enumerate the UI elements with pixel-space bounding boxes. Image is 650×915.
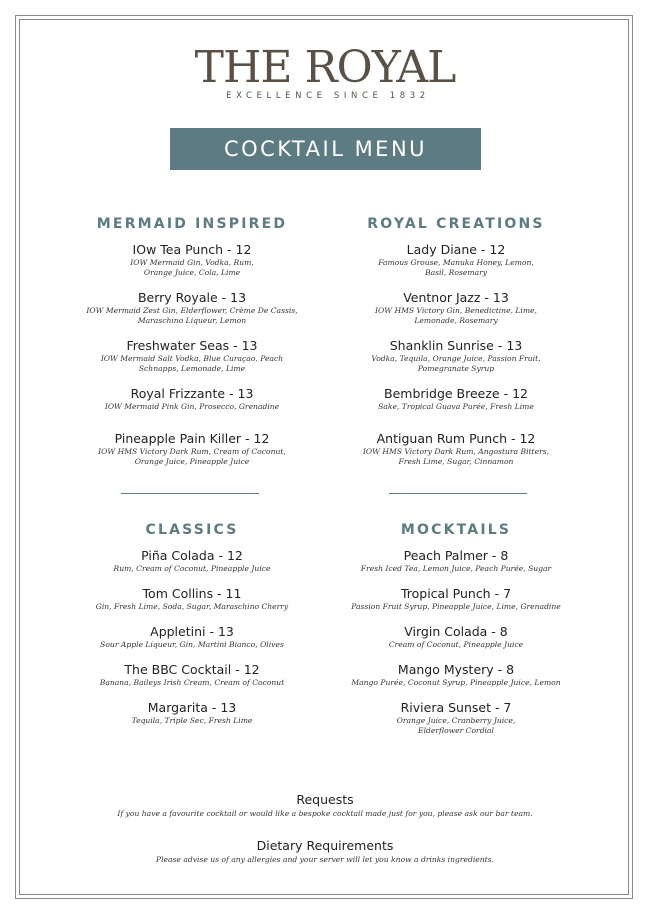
item-name: Lady Diane - 12 xyxy=(406,242,506,257)
menu-item xyxy=(316,242,596,278)
item-name: Pineapple Pain Killer - 12 xyxy=(114,431,270,446)
item-description: IOW Mermaid Pink Gin, Prosecco, Grenadine xyxy=(104,402,280,411)
item-name: Royal Frizzante - 13 xyxy=(130,386,254,401)
item-name: Antiguan Rum Punch - 12 xyxy=(376,431,536,446)
item-description: Cream of Coconut, Pineapple Juice xyxy=(388,640,524,649)
menu-item xyxy=(316,662,596,688)
section-divider-right xyxy=(389,493,527,494)
requests-title: Requests xyxy=(296,792,354,807)
item-name: Riviera Sunset - 7 xyxy=(400,700,512,715)
item-name: Tropical Punch - 7 xyxy=(400,586,512,601)
item-description: IOW Mermaid Gin, Vodka, Rum, Orange Juice, Cola, Lime xyxy=(130,258,254,277)
menu-item xyxy=(316,290,596,326)
menu-item xyxy=(316,548,596,574)
item-name: Tom Collins - 11 xyxy=(142,586,242,601)
menu-item xyxy=(52,386,332,412)
brand-title: THE ROYAL xyxy=(194,42,456,93)
section-mermaid-inspired xyxy=(52,216,332,479)
menu-item xyxy=(316,700,596,736)
item-description: IOW HMS Victory Gin, Benedictine, Lime, Lemonade, Rosemary xyxy=(375,306,537,325)
item-description: Vodka, Tequila, Orange Juice, Passion Fruit, Pomegranate Syrup xyxy=(371,354,541,373)
item-name: The BBC Cocktail - 12 xyxy=(124,662,260,677)
menu-item xyxy=(52,338,332,374)
item-name: IOw Tea Punch - 12 xyxy=(132,242,252,257)
dietary-text: Please advise us of any allergies and your server will let you know a drinks ingredients. xyxy=(155,855,495,864)
item-description: Mango Purée, Coconut Syrup, Pineapple Juice, Lemon xyxy=(351,678,561,687)
section-heading: CLASSICS xyxy=(145,522,239,538)
section-divider-left xyxy=(121,493,259,494)
item-description: Sake, Tropical Guava Purée, Fresh Lime xyxy=(378,402,534,411)
item-description: IOW Mermaid Zest Gin, Elderflower, Crème De Cassis, Maraschino Liqueur, Lemon xyxy=(86,306,298,325)
menu-item xyxy=(316,386,596,412)
menu-item xyxy=(52,242,332,278)
section-royal-creations xyxy=(316,216,596,479)
menu-item xyxy=(52,548,332,574)
item-name: Freshwater Seas - 13 xyxy=(126,338,258,353)
item-name: Mango Mystery - 8 xyxy=(397,662,515,677)
brand-subtitle: EXCELLENCE SINCE 1832 xyxy=(226,91,430,101)
item-name: Shanklin Sunrise - 13 xyxy=(389,338,523,353)
menu-item xyxy=(316,338,596,374)
item-description: Sour Apple Liqueur, Gin, Martini Bianco, Olives xyxy=(100,640,284,649)
menu-item xyxy=(52,431,332,467)
menu-item xyxy=(316,431,596,467)
item-description: Banana, Baileys Irish Cream, Cream of Coconut xyxy=(99,678,285,687)
section-heading: ROYAL CREATIONS xyxy=(367,216,545,232)
item-name: Piña Colada - 12 xyxy=(141,548,243,563)
item-description: Fresh Iced Tea, Lemon Juice, Peach Purée, Sugar xyxy=(360,564,552,573)
item-name: Appletini - 13 xyxy=(150,624,234,639)
menu-item xyxy=(52,662,332,688)
menu-item xyxy=(52,624,332,650)
item-description: IOW Mermaid Salt Vodka, Blue Curaçao, Peach Schnapps, Lemonade, Lime xyxy=(100,354,284,373)
requests-text: If you have a favourite cocktail or would like a bespoke cocktail made just for you, please ask our bar team. xyxy=(117,809,533,818)
menu-item xyxy=(52,290,332,326)
item-name: Bembridge Breeze - 12 xyxy=(384,386,528,401)
section-heading: MOCKTAILS xyxy=(400,522,512,538)
item-description: Passion Fruit Syrup, Pineapple Juice, Lime, Grenadine xyxy=(351,602,561,611)
section-mocktails xyxy=(316,522,596,748)
menu-item xyxy=(316,586,596,612)
brand-logo xyxy=(0,42,650,101)
item-name: Ventnor Jazz - 13 xyxy=(403,290,509,305)
item-name: Virgin Colada - 8 xyxy=(404,624,508,639)
item-description: IOW HMS Victory Dark Rum, Angostura Bitters, Fresh Lime, Sugar, Cinnamon xyxy=(362,447,550,466)
item-name: Peach Palmer - 8 xyxy=(403,548,509,563)
menu-item xyxy=(316,624,596,650)
item-description: Famous Grouse, Manuka Honey, Lemon, Basil, Rosemary xyxy=(378,258,534,277)
section-heading: MERMAID INSPIRED xyxy=(96,216,288,232)
dietary-section xyxy=(40,838,610,865)
menu-item xyxy=(52,700,332,726)
item-name: Margarita - 13 xyxy=(147,700,237,715)
item-description: Tequila, Triple Sec, Fresh Lime xyxy=(131,716,253,725)
item-description: Rum, Cream of Coconut, Pineapple Juice xyxy=(113,564,271,573)
item-description: IOW HMS Victory Dark Rum, Cream of Coconut, Orange Juice, Pineapple Juice xyxy=(98,447,286,466)
dietary-title: Dietary Requirements xyxy=(256,838,394,853)
section-classics xyxy=(52,522,332,738)
menu-item xyxy=(52,586,332,612)
requests-section xyxy=(40,792,610,819)
item-name: Berry Royale - 13 xyxy=(137,290,247,305)
menu-banner xyxy=(170,128,481,170)
banner-title: COCKTAIL MENU xyxy=(223,137,428,161)
item-description: Orange Juice, Cranberry Juice, Elderflower Cordial xyxy=(396,716,516,735)
item-description: Gin, Fresh Lime, Soda, Sugar, Maraschino Cherry xyxy=(95,602,289,611)
